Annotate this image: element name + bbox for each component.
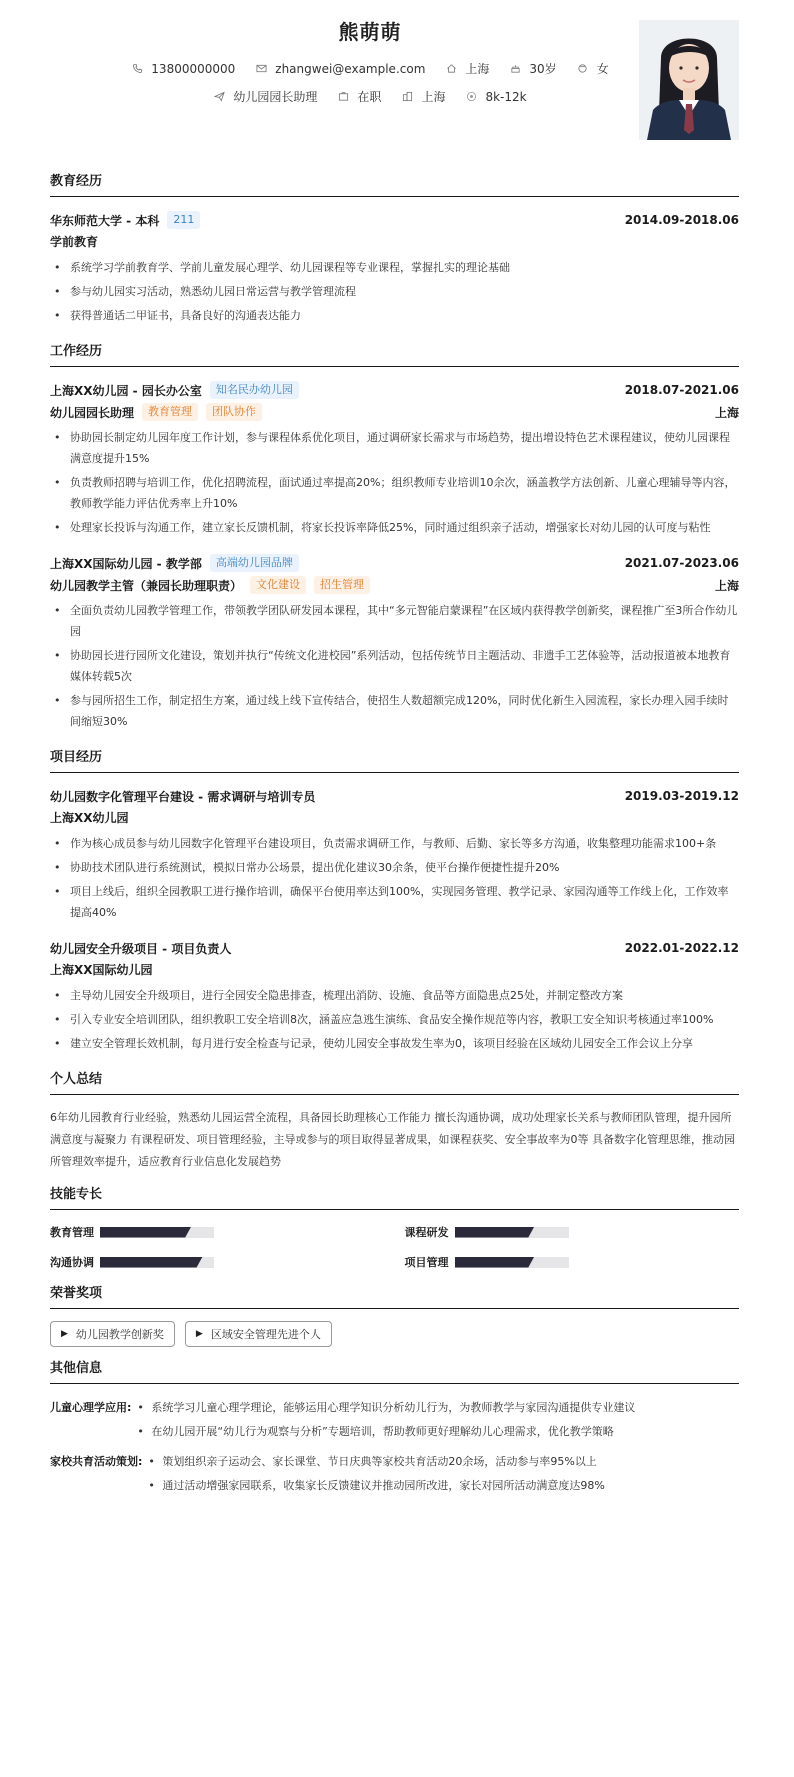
resume-header (50, 0, 739, 160)
skill-label: 教育管理 (50, 1226, 94, 1239)
list-item: • 系统学习儿童心理学理论，能够运用心理学知识分析幼儿行为，为教师教学与家园沟通提供专业建议 (131, 1396, 635, 1420)
gender-icon (577, 63, 589, 75)
section-title: 个人总结 (50, 1068, 739, 1095)
school-name: 华东师范大学 - 本科 (50, 213, 160, 228)
status-item (337, 88, 381, 105)
phone-item (131, 62, 235, 76)
work-entry (50, 552, 739, 732)
skill-item (50, 1222, 385, 1242)
job-intent-row (50, 88, 690, 105)
list-item: • 协助园长制定幼儿园年度工作计划，参与课程体系优化项目，通过调研家长需求与市场趋势，提出增设特色艺术课程建议，使幼儿园课程满意度提升15% (50, 427, 739, 469)
target-city-item (401, 88, 445, 105)
play-icon: ▶ (195, 1329, 203, 1339)
list-item: • 处理家长投诉与沟通工作，建立家长反馈机制，将家长投诉率降低25%，同时通过组织亲子活动，增强家长对幼儿园的认可度与粘性 (50, 517, 739, 538)
role-name: 幼儿园教学主管（兼园长助理职责） (50, 578, 243, 593)
role-tag: 教育管理 (142, 403, 198, 421)
skill-bar-fill (100, 1227, 191, 1238)
work-city: 上海 (714, 578, 739, 593)
target-job-item (213, 88, 317, 105)
role-name: 幼儿园园长助理 (50, 405, 135, 420)
gender-item (577, 60, 609, 77)
section-title: 项目经历 (50, 746, 739, 773)
list-item: • 作为核心成员参与幼儿园数字化管理平台建设项目，负责需求调研工作，与教师、后勤、家长等多方沟通，收集整理功能需求100+条 (50, 833, 739, 854)
education-entry (50, 209, 739, 326)
other-section (50, 1357, 739, 1498)
list-item: • 策划组织亲子运动会、家长课堂、节日庆典等家校共育活动20余场，活动参与率95%以上 (142, 1450, 604, 1474)
salary-text: 8k-12k (485, 89, 527, 104)
list-item: • 全面负责幼儿园教学管理工作，带领教学团队研发园本课程，其中“多元智能启蒙课程”在区域内获得教学创新奖，课程推广至3所合作幼儿园 (50, 600, 739, 642)
list-item: • 系统学习学前教育学、学前儿童发展心理学、幼儿园课程等专业课程，掌握扎实的理论基础 (50, 257, 739, 278)
other-group-label: 儿童心理学应用: (50, 1401, 132, 1414)
project-name: 幼儿园安全升级项目 - 项目负责人 (50, 941, 232, 956)
work-section (50, 340, 739, 732)
section-title: 教育经历 (50, 170, 739, 197)
education-section (50, 170, 739, 326)
list-item: • 在幼儿园开展“幼儿行为观察与分析”专题培训，帮助教师更好理解幼儿心理需求，优化教学策略 (131, 1420, 635, 1444)
list-item: • 参与幼儿园实习活动，熟悉幼儿园日常运营与教学管理流程 (50, 281, 739, 302)
project-org: 上海XX幼儿园 (50, 811, 129, 825)
skills-section (50, 1183, 739, 1272)
target-city-text: 上海 (421, 90, 446, 104)
list-item: • 引入专业安全培训团队，组织教职工安全培训8次，涵盖应急逃生演练、食品安全操作规范等内容，教职工安全知识考核通过率100% (50, 1009, 739, 1030)
skill-bar-fill (100, 1257, 203, 1268)
contact-row (50, 60, 690, 77)
skill-label: 沟通协调 (50, 1256, 94, 1269)
role-tag: 招生管理 (314, 576, 370, 594)
section-title: 其他信息 (50, 1357, 739, 1384)
gender-text: 女 (596, 62, 609, 76)
projects-section (50, 746, 739, 1054)
other-group-label: 家校共育活动策划: (50, 1455, 143, 1468)
email-item (255, 62, 425, 76)
company-tag: 知名民办幼儿园 (210, 381, 299, 399)
email-text: zhangwei@example.com (275, 61, 426, 76)
skill-label: 项目管理 (404, 1256, 449, 1269)
section-title: 荣誉奖项 (50, 1282, 739, 1309)
project-org: 上海XX国际幼儿园 (50, 963, 153, 977)
age-text: 30岁 (529, 62, 557, 76)
honor-badge (185, 1321, 332, 1347)
role-tag: 团队协作 (206, 403, 262, 421)
list-item: • 协助园长进行园所文化建设，策划并执行“传统文化进校园”系列活动，包括传统节日主题活动、非遗手工艺体验等，活动报道被本地教育媒体转载5次 (50, 645, 739, 687)
school-tag: 211 (167, 211, 200, 229)
other-group (50, 1396, 739, 1444)
home-icon (445, 63, 457, 75)
project-name: 幼儿园数字化管理平台建设 - 需求调研与培训专员 (50, 789, 316, 804)
honor-label: 区域安全管理先进个人 (210, 1328, 321, 1341)
candidate-name: 熊萌萌 (338, 20, 402, 44)
list-item: • 通过活动增强家园联系，收集家长反馈建议并推动园所改进，家长对园所活动满意度达98% (142, 1474, 604, 1498)
honor-badge (50, 1321, 175, 1347)
target-job-text: 幼儿园园长助理 (233, 90, 318, 104)
city-icon (401, 91, 413, 103)
work-entry (50, 379, 739, 538)
honor-label: 幼儿园教学创新奖 (75, 1328, 164, 1341)
skill-bar-fill (455, 1257, 535, 1268)
send-icon (213, 91, 225, 103)
company-name: 上海XX国际幼儿园 - 教学部 (50, 556, 202, 571)
skill-bar (455, 1227, 569, 1238)
list-item: • 主导幼儿园安全升级项目，进行全园安全隐患排查，梳理出消防、设施、食品等方面隐患点25处，并制定整改方案 (50, 985, 739, 1006)
work-city: 上海 (714, 405, 739, 420)
salary-item (465, 90, 526, 104)
role-tag: 文化建设 (250, 576, 306, 594)
skill-label: 课程研发 (404, 1226, 449, 1239)
work-date: 2018.07-2021.06 (624, 383, 739, 397)
project-date: 2022.01-2022.12 (624, 941, 739, 955)
project-entry (50, 937, 739, 1054)
location-text: 上海 (465, 62, 490, 76)
project-date: 2019.03-2019.12 (624, 789, 739, 803)
section-title: 技能专长 (50, 1183, 739, 1210)
coin-icon (465, 91, 477, 103)
skill-item (405, 1222, 740, 1242)
honors-section (50, 1282, 739, 1347)
summary-section (50, 1068, 739, 1173)
list-item: • 项目上线后，组织全园教职工进行操作培训，确保平台使用率达到100%，实现园务管理、教学记录、家园沟通等工作线上化，工作效率提高40% (50, 881, 739, 923)
skills-grid (50, 1222, 739, 1272)
honors-list (50, 1321, 739, 1347)
play-icon: ▶ (61, 1329, 68, 1339)
phone-icon (131, 63, 143, 75)
skill-bar-fill (455, 1227, 535, 1238)
list-item: • 获得普通话二甲证书，具备良好的沟通表达能力 (50, 305, 739, 326)
skill-item (50, 1252, 385, 1272)
list-item: • 负责教师招聘与培训工作，优化招聘流程，面试通过率提高20%；组织教师专业培训10余次，涵盖教学方法创新、儿童心理辅导等内容，教师教学能力评估优秀率上升10% (50, 472, 739, 514)
skill-bar (100, 1257, 214, 1268)
status-icon (337, 91, 349, 103)
skill-bar (455, 1257, 569, 1268)
other-group (50, 1450, 739, 1498)
summary-text: 6年幼儿园教育行业经验，熟悉幼儿园运营全流程，具备园长助理核心工作能力 擅长沟通协调，成功处理家长关系与教师团队管理，提升园所满意度与凝聚力 有课程研发、项目管理经验，主导或参与的项目取得显著成果，如课程获奖、安全事故率为0等 具备数字化管理思维，推动园所管理效率提升，适应教育行业信息化发展趋势 (50, 1111, 735, 1168)
skill-item (405, 1252, 740, 1272)
mail-icon (255, 63, 267, 75)
profile-photo (639, 20, 739, 140)
list-item: • 参与园所招生工作，制定招生方案，通过线上线下宣传结合，使招生人数超额完成120%，同时优化新生入园流程，家长办理入园手续时间缩短30% (50, 690, 739, 732)
age-item (509, 60, 556, 77)
project-entry (50, 785, 739, 923)
list-item: • 协助技术团队进行系统测试，模拟日常办公场景，提出优化建议30余条，使平台操作便捷性提升20% (50, 857, 739, 878)
status-text: 在职 (357, 90, 382, 104)
cake-icon (509, 63, 521, 75)
major-name: 学前教育 (50, 235, 99, 249)
company-name: 上海XX幼儿园 - 园长办公室 (50, 383, 202, 398)
skill-bar (100, 1227, 214, 1238)
list-item: • 建立安全管理长效机制，每月进行安全检查与记录，使幼儿园安全事故发生率为0，该项目经验在区域幼儿园安全工作会议上分享 (50, 1033, 739, 1054)
phone-text: 13800000000 (151, 61, 236, 76)
location-item (445, 60, 489, 77)
education-date: 2014.09-2018.06 (624, 213, 739, 227)
work-date: 2021.07-2023.06 (624, 556, 739, 570)
company-tag: 高端幼儿园品牌 (210, 554, 299, 572)
section-title: 工作经历 (50, 340, 739, 367)
